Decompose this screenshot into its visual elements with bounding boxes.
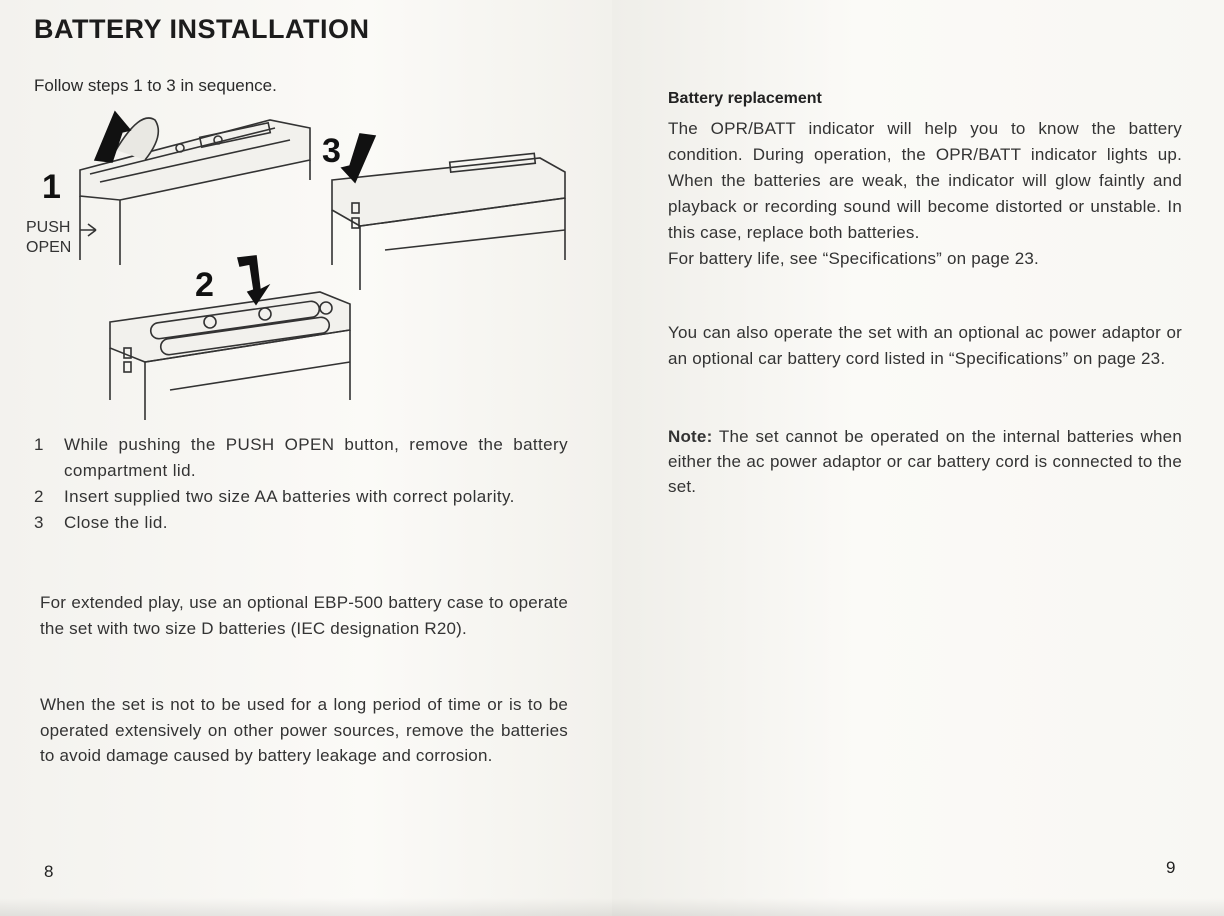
page-title: BATTERY INSTALLATION (34, 14, 370, 44)
step-item (34, 432, 568, 484)
step-3-label: 3 (322, 132, 341, 170)
step-list (34, 432, 568, 536)
note-text: The set cannot be operated on the internal batteries when either the ac power adaptor or car battery cord is connected to the set. (668, 427, 1182, 496)
step-number: 2 (34, 487, 44, 506)
unit-step-2 (110, 292, 350, 420)
unit-step-3 (332, 153, 565, 290)
bottom-edge-shadow (0, 898, 1224, 916)
step-text: While pushing the PUSH OPEN button, remove the battery compartment lid. (64, 435, 568, 480)
page-number-left: 8 (44, 862, 54, 881)
note-paragraph (668, 424, 1182, 499)
section-heading: Battery replacement (668, 90, 822, 107)
step-item (34, 484, 568, 510)
indicator-text: The OPR/BATT indicator will help you to know the battery condition. During operation, the OPR/BATT indicator lights up. When the batteries are weak, the indicator will glow faintly and playback or recording sound will become distorted or unstable. In this case, replace both batteries. (668, 119, 1182, 242)
step-text: Close the lid. (64, 513, 168, 532)
step-number: 1 (34, 435, 44, 454)
extended-play-paragraph: For extended play, use an optional EBP-500 battery case to operate the set with two size D batteries (IEC designation R20). (40, 593, 568, 638)
open-label: OPEN (26, 239, 72, 256)
arrow-down-icon (342, 134, 375, 182)
step-item (34, 510, 568, 536)
arrow-bend-icon (238, 256, 268, 304)
battery-life-text: For battery life, see “Specifications” on page 23. (668, 249, 1039, 268)
storage-paragraph: When the set is not to be used for a long period of time or is to be operated extensively on other power sources, remove the batteries to avoid damage caused by battery leakage and corrosion. (40, 695, 568, 765)
step-2-label: 2 (195, 266, 214, 304)
ac-power-paragraph: You can also operate the set with an optional ac power adaptor or an optional car battery cord listed in “Specifications” on page 23. (668, 323, 1182, 368)
indicator-paragraph (668, 116, 1182, 272)
intro-text: Follow steps 1 to 3 in sequence. (34, 76, 277, 95)
step-text: Insert supplied two size AA batteries with correct polarity. (64, 487, 515, 506)
step-number: 3 (34, 513, 44, 532)
battery-installation-illustration (20, 100, 580, 430)
page-number-right: 9 (1166, 858, 1176, 877)
note-label: Note: (668, 427, 713, 446)
push-label: PUSH (26, 219, 71, 236)
step-1-label: 1 (42, 168, 61, 206)
